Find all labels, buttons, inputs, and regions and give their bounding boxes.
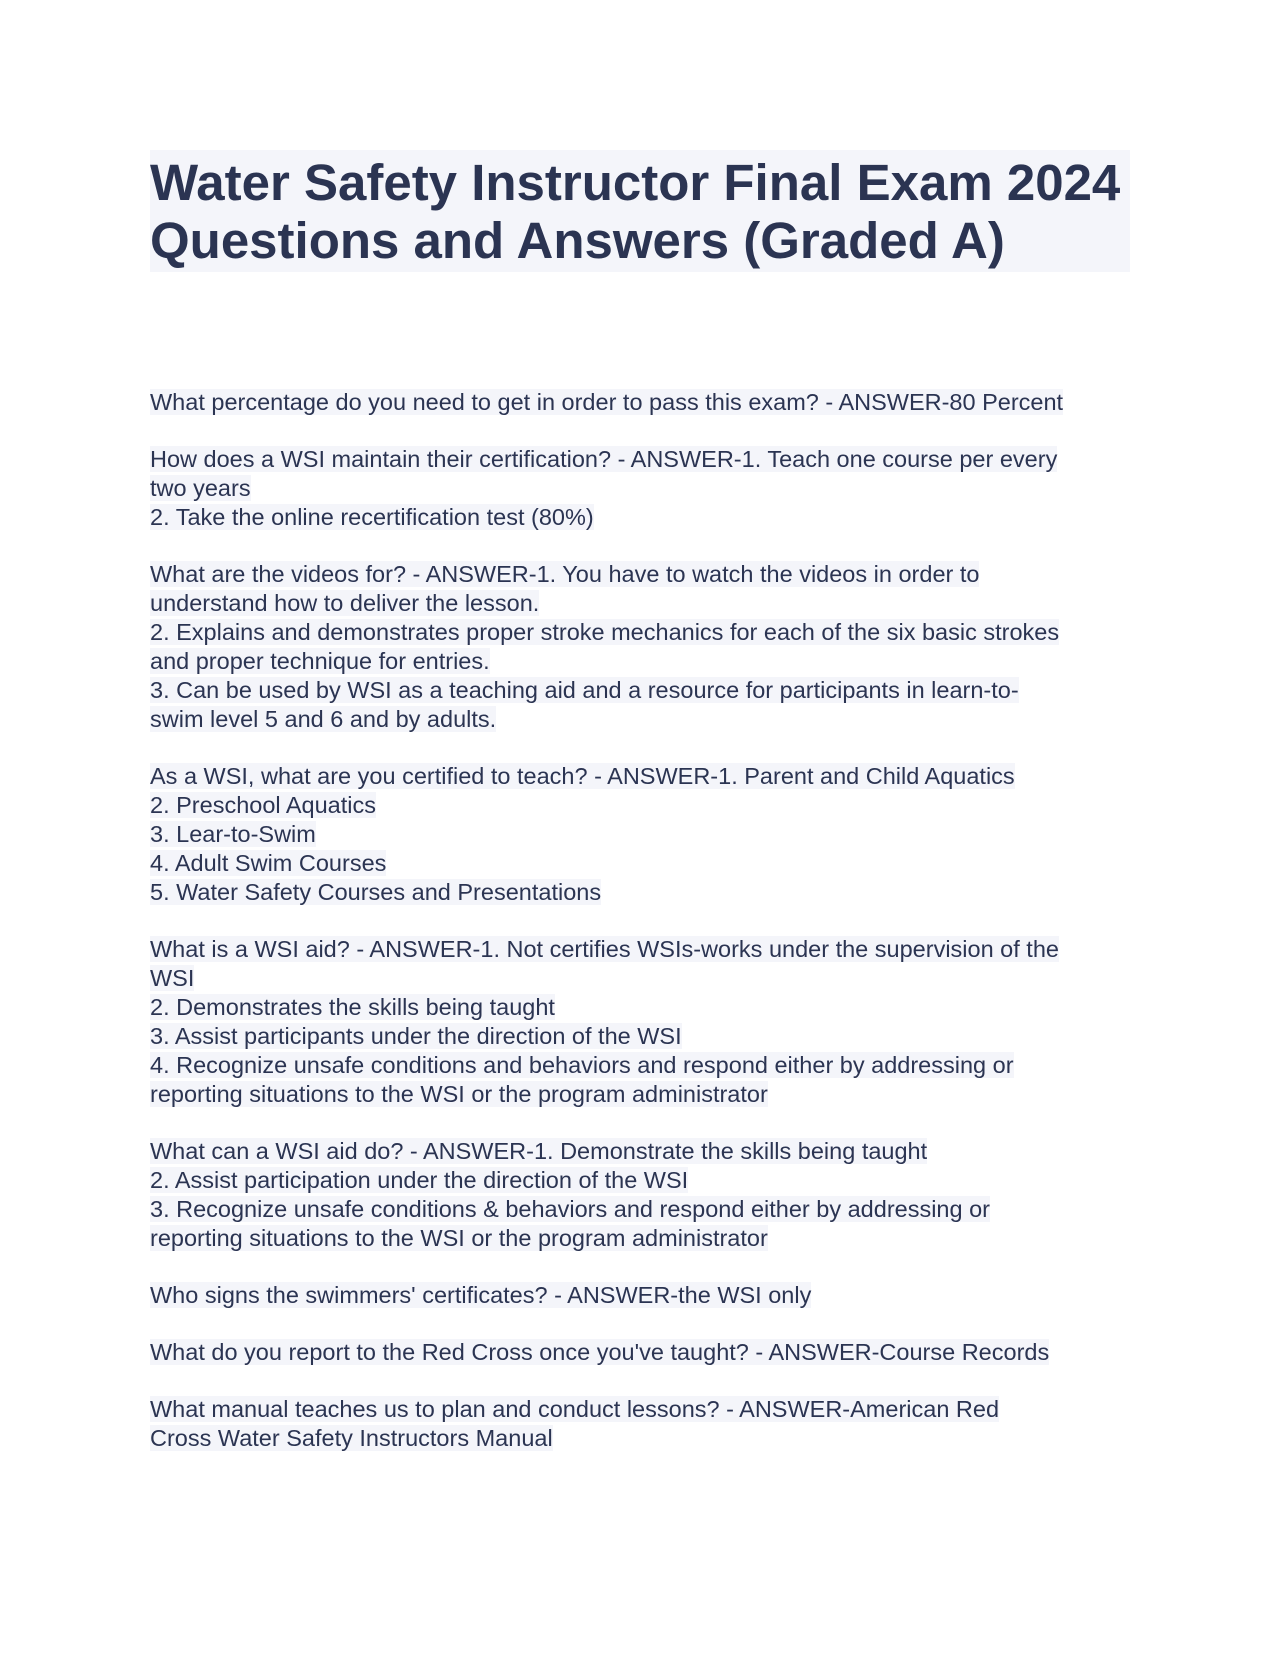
qa-answer-line — [150, 964, 1130, 993]
qa-question-line — [150, 1395, 1130, 1424]
document-title — [150, 150, 1130, 272]
qa-text: 3. Assist participants under the direction of the WSI — [150, 1023, 682, 1049]
qa-question-line — [150, 445, 1130, 474]
qa-text: What manual teaches us to plan and conduct lessons? - ANSWER-American Red — [150, 1396, 1000, 1422]
qa-question-line — [150, 560, 1130, 589]
qa-text: 2. Take the online recertification test (80%) — [150, 504, 594, 530]
qa-question-line — [150, 1281, 1130, 1310]
qa-answer-line — [150, 849, 1130, 878]
qa-text: 2. Assist participation under the direction of the WSI — [150, 1167, 689, 1193]
qa-text: 3. Can be used by WSI as a teaching aid and a resource for participants in learn-to- — [150, 677, 1019, 703]
qa-answer-line — [150, 705, 1130, 734]
qa-item — [150, 1137, 1130, 1253]
qa-text: How does a WSI maintain their certification? - ANSWER-1. Teach one course per every — [150, 446, 1058, 472]
qa-text: What can a WSI aid do? - ANSWER-1. Demonstrate the skills being taught — [150, 1138, 928, 1164]
qa-answer-line — [150, 820, 1130, 849]
qa-item — [150, 1395, 1130, 1453]
qa-text: 4. Adult Swim Courses — [150, 850, 387, 876]
qa-question-line — [150, 935, 1130, 964]
qa-text: 2. Demonstrates the skills being taught — [150, 994, 555, 1020]
title-line: Questions and Answers (Graded A) — [150, 212, 1005, 269]
qa-text: reporting situations to the WSI or the program administrator — [150, 1225, 768, 1251]
qa-text: 2. Explains and demonstrates proper stroke mechanics for each of the six basic strokes — [150, 619, 1060, 645]
qa-answer-line — [150, 589, 1130, 618]
qa-answer-line — [150, 1224, 1130, 1253]
qa-item — [150, 1281, 1130, 1310]
qa-answer-line — [150, 676, 1130, 705]
qa-answer-line — [150, 993, 1130, 1022]
qa-text: What percentage do you need to get in order to pass this exam? - ANSWER-80 Percent — [150, 389, 1064, 415]
qa-text: 4. Recognize unsafe conditions and behaviors and respond either by addressing or — [150, 1052, 1014, 1078]
qa-text: 5. Water Safety Courses and Presentations — [150, 879, 602, 905]
qa-list — [150, 388, 1130, 1453]
qa-item — [150, 1338, 1130, 1367]
qa-text: As a WSI, what are you certified to teach? - ANSWER-1. Parent and Child Aquatics — [150, 763, 1015, 789]
document-page — [150, 150, 1130, 1481]
qa-answer-line — [150, 1080, 1130, 1109]
qa-text: 3. Lear-to-Swim — [150, 821, 316, 847]
qa-answer-line — [150, 1195, 1130, 1224]
qa-item — [150, 762, 1130, 907]
qa-question-line — [150, 1137, 1130, 1166]
qa-answer-line — [150, 791, 1130, 820]
qa-answer-line — [150, 1424, 1130, 1453]
qa-answer-line — [150, 618, 1130, 647]
qa-question-line — [150, 1338, 1130, 1367]
qa-text: Cross Water Safety Instructors Manual — [150, 1425, 553, 1451]
qa-text: two years — [150, 475, 251, 501]
qa-text: What do you report to the Red Cross once you've taught? - ANSWER-Course Records — [150, 1339, 1050, 1365]
qa-answer-line — [150, 474, 1130, 503]
qa-text: What are the videos for? - ANSWER-1. You have to watch the videos in order to — [150, 561, 980, 587]
qa-text: What is a WSI aid? - ANSWER-1. Not certifies WSIs-works under the supervision of the — [150, 936, 1059, 962]
title-line: Water Safety Instructor Final Exam 2024 — [150, 154, 1121, 211]
qa-item — [150, 560, 1130, 734]
qa-answer-line — [150, 1022, 1130, 1051]
qa-text: and proper technique for entries. — [150, 648, 490, 674]
qa-text: Who signs the swimmers' certificates? - ANSWER-the WSI only — [150, 1282, 812, 1308]
qa-answer-line — [150, 1051, 1130, 1080]
qa-text: swim level 5 and 6 and by adults. — [150, 706, 497, 732]
qa-item — [150, 935, 1130, 1109]
qa-text: understand how to deliver the lesson. — [150, 590, 540, 616]
qa-text: 2. Preschool Aquatics — [150, 792, 376, 818]
qa-item — [150, 445, 1130, 532]
qa-text: 3. Recognize unsafe conditions & behaviors and respond either by addressing or — [150, 1196, 990, 1222]
qa-question-line — [150, 762, 1130, 791]
qa-text: WSI — [150, 965, 195, 991]
qa-answer-line — [150, 878, 1130, 907]
qa-item — [150, 388, 1130, 417]
qa-answer-line — [150, 1166, 1130, 1195]
qa-answer-line — [150, 647, 1130, 676]
qa-text: reporting situations to the WSI or the program administrator — [150, 1081, 768, 1107]
qa-answer-line — [150, 503, 1130, 532]
qa-question-line — [150, 388, 1130, 417]
